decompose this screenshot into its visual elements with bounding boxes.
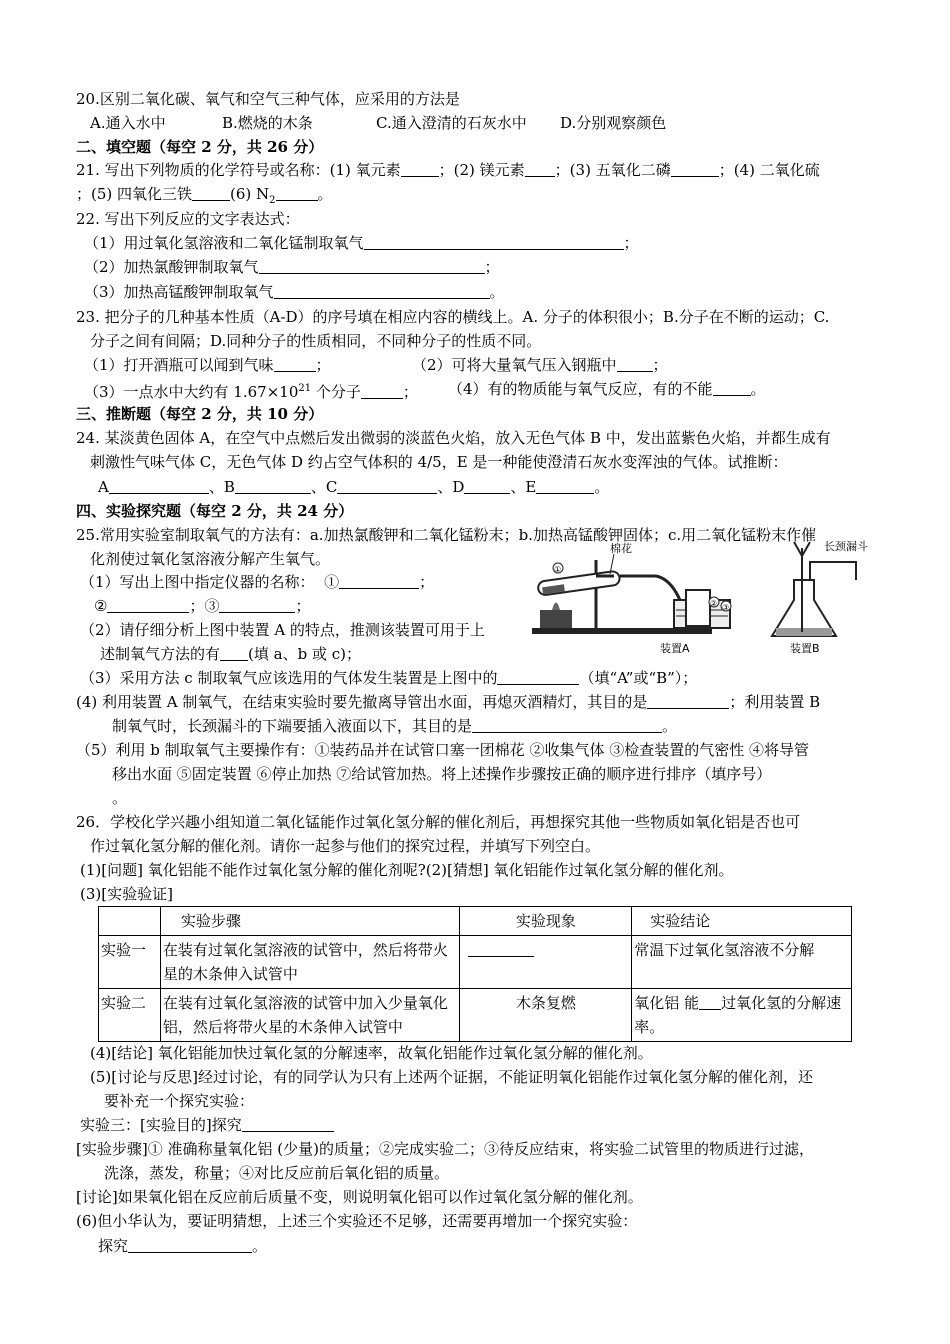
q20-stem: 20.区别二氧化碳、氧气和空气三种气体，应采用的方法是 [76, 90, 460, 108]
answer-blank[interactable] [361, 383, 403, 399]
alcohol-lamp [540, 610, 572, 628]
q26-line12: (6)但小华认为，要证明猜想，上述三个实验还不足够，还需要再增加一个探究实验： [76, 1212, 638, 1230]
answer-blank[interactable] [497, 669, 579, 685]
section-2-heading: 二、填空题（每空 2 分，共 26 分） [76, 138, 324, 156]
q21-line2: ；(5) 四氧化三铁 (6) $N_2$ 。 [76, 185, 333, 206]
q20-option-d: D.分别观察颜色 [560, 114, 667, 132]
answer-blank[interactable] [536, 478, 594, 494]
label-apparatus-a: 装置A [660, 642, 690, 655]
flame-icon [552, 603, 560, 611]
observation-cell: 木条复燃 [460, 989, 632, 1042]
answer-blank[interactable] [699, 994, 721, 1010]
answer-blank[interactable] [468, 941, 534, 957]
answer-blank[interactable] [235, 478, 311, 494]
q25-part5-line1: （5）利用 b 制取氧气主要操作有：①装药品并在试管口塞一团棉花 ②收集气体 ③检查装置的气密性 ④将导管 [76, 741, 809, 759]
gas-jar [686, 590, 710, 626]
q26-line5: (4)[结论] 氧化铝能加快过氧化氢的分解速率，故氧化铝能作过氧化氢分解的催化剂。 [90, 1044, 653, 1062]
answer-blank[interactable] [128, 1237, 252, 1253]
q20-option-b: B.燃烧的木条 [222, 114, 313, 132]
q25-part3: （3）采用方法 c 制取氧气应该选用的气体发生装置是上图中的 （填“A”或“B”）； [80, 669, 698, 687]
answer-blank[interactable] [339, 573, 419, 589]
section-4-heading: 四、实验探究题（每空 2 分，共 24 分） [76, 502, 354, 520]
answer-blank[interactable] [274, 356, 316, 372]
answer-blank[interactable] [647, 693, 729, 709]
q24-line1: 24. 某淡黄色固体 A，在空气中点燃后发出微弱的淡蓝色火焰，放入无色气体 B 中，发出蓝紫色火焰，并都生成有 [76, 429, 831, 447]
q25-part1-line1: （1）写出上图中指定仪器的名称： ① ； [80, 573, 435, 591]
q26-line9: [实验步骤]① 准确称量氧化铝 (少量)的质量；②完成实验二；③待反应结束，将实验二试管里的物质进行过滤， [76, 1140, 814, 1158]
q22-item3: （3）加热高锰酸钾制取氧气 。 [84, 283, 505, 301]
answer-blank[interactable] [220, 645, 248, 661]
q23-line2: 分子之间有间隔；D.同种分子的性质相同，不同种分子的性质不同。 [90, 332, 542, 350]
q26-line10: 洗涤，蒸发，称量；④对比反应前后氧化铝的质量。 [104, 1164, 450, 1182]
table-header-cell: 实验结论 [632, 907, 852, 936]
answer-blank[interactable] [671, 161, 719, 177]
q22-stem: 22. 写出下列反应的文字表达式： [76, 210, 300, 228]
table-header-cell: 实验步骤 [160, 907, 460, 936]
table-row [99, 936, 852, 989]
conical-flask [772, 580, 836, 636]
q22-item2: （2）加热氯酸钾制取氧气 ； [84, 258, 500, 276]
q26-line2: 作过氧化氢分解的催化剂。请你一起参与他们的探究过程，并填写下列空白。 [90, 837, 601, 855]
q25-part5-line3: 。 [112, 789, 128, 807]
row-label: 实验一 [99, 936, 161, 989]
q25-part1-line2: ② ；③ ； [94, 597, 311, 615]
q26-line6: (5)[讨论与反思]经过讨论，有的同学认为只有上述两个证据，不能证明氧化铝能作过氧化氢分解的催化剂，还 [90, 1068, 813, 1086]
q26-line8: 实验三：[实验目的]探究 [80, 1114, 334, 1136]
q26-line3: (1)[问题] 氧化铝能不能作过氧化氢分解的催化剂呢?(2)[猜想] 氧化铝能作过氧化氢分解的催化剂。 [80, 861, 734, 879]
q21-line1: 21. 写出下列物质的化学符号或名称：(1) 氧元素 ；(2) 镁元素 ；(3) 五氧化二磷 ；(4) 二氧化硫 [76, 161, 820, 179]
step-cell: 在装有过氧化氢溶液的试管中，然后将带火星的木条伸入试管中 [160, 936, 460, 989]
answer-blank[interactable] [242, 1116, 334, 1132]
table-header-cell: 实验现象 [460, 907, 632, 936]
conclusion-cell: 常温下过氧化氢溶液不分解 [632, 936, 852, 989]
label-apparatus-b: 装置B [790, 642, 820, 655]
q26-line1: 26．学校化学兴趣小组知道二氧化锰能作过氧化氢分解的催化剂后，再想探究其他一些物质如氧化铝是否也可 [76, 813, 801, 831]
answer-blank[interactable] [274, 283, 490, 299]
answer-blank[interactable] [192, 185, 230, 201]
section-3-heading: 三、推断题（每空 2 分，共 10 分） [76, 405, 324, 423]
conclusion-cell: 氧化铝 能 过氧化氢的分解速率。 [632, 989, 852, 1042]
answer-blank[interactable] [109, 478, 209, 494]
q23-item1: （1）打开酒瓶可以闻到气味 ； [84, 356, 331, 374]
answer-blank[interactable] [276, 185, 318, 201]
table-header-row [99, 907, 852, 936]
q25-line1: 25.常用实验室制取氧气的方法有：a.加热氯酸钾和二氧化锰粉末；b.加热高锰酸钾固体；c.用二氧化锰粉末作催 [76, 526, 817, 544]
q26-line7: 要补充一个探究实验： [104, 1092, 255, 1110]
step-cell: 在装有过氧化氢溶液的试管中加入少量氧化铝，然后将带火星的木条伸入试管中 [160, 989, 460, 1042]
experiment-table [98, 906, 852, 1042]
observation-cell [460, 936, 632, 989]
marker-1: ① [554, 565, 562, 574]
q25-line2: 化剂使过氧化氢溶液分解产生氧气。 [90, 550, 331, 568]
answer-blank[interactable] [713, 380, 751, 396]
answer-blank[interactable] [525, 161, 555, 177]
q23-line1: 23. 把分子的几种基本性质（A-D）的序号填在相应内容的横线上。A. 分子的体积很小；B.分子在不断的运动；C. [76, 308, 830, 326]
answer-blank[interactable] [219, 597, 295, 613]
marker-3: ③ [722, 603, 730, 612]
q26-line11: [讨论]如果氧化铝在反应前后质量不变，则说明氧化铝可以作过氧化氢分解的催化剂。 [76, 1188, 643, 1206]
answer-blank[interactable] [259, 258, 485, 274]
q20-option-c: C.通入澄清的石灰水中 [376, 114, 527, 132]
q22-item1: （1）用过氧化氢溶液和二氧化锰制取氧气 ； [84, 234, 639, 252]
q25-part4-line1: (4) 利用装置 A 制氧气，在结束实验时要先撤离导管出水面，再熄灭酒精灯，其目的是 ；利用装置 B [76, 693, 821, 711]
answer-blank[interactable] [401, 161, 439, 177]
q25-part4-line2: 制氧气时，长颈漏斗的下端要插入液面以下，其目的是 。 [112, 717, 678, 735]
q24-answers: A 、B 、C 、D 、E 。 [98, 478, 610, 496]
table-row [99, 989, 852, 1042]
q20-option-a: A.通入水中 [90, 114, 166, 132]
label-cotton: 棉花 [610, 542, 632, 555]
label-funnel: 长颈漏斗 [824, 540, 868, 553]
q25-part2-line2: 述制氧气方法的有 (填 a、b 或 c)； [100, 645, 361, 663]
answer-blank[interactable] [472, 717, 662, 733]
q25-part2-line1: （2）请仔细分析上图中装置 A 的特点，推测该装置可用于上 [80, 621, 485, 639]
q23-item4: （4）有的物质能与氧气反应，有的不能 。 [448, 380, 766, 398]
q23-item2: （2）可将大量氧气压入钢瓶中 ； [412, 356, 668, 374]
q25-part5-line2: 移出水面 ⑤固定装置 ⑥停止加热 ⑦给试管加热。将上述操作步骤按正确的顺序进行排序（填序号） [112, 765, 772, 783]
apparatus-figure [526, 540, 882, 660]
marker-2: ② [710, 599, 718, 608]
outlet-tube [810, 562, 856, 580]
answer-blank[interactable] [364, 234, 624, 250]
flask-liquid [776, 628, 832, 636]
q24-line2: 刺激性气味气体 C，无色气体 D 约占空气体积的 4/5，E 是一种能使澄清石灰水变浑浊的气体。试推断： [90, 453, 788, 471]
table-header-cell [99, 907, 161, 936]
answer-blank[interactable] [464, 478, 510, 494]
q26-line4: (3)[实验验证] [80, 885, 173, 903]
answer-blank[interactable] [337, 478, 437, 494]
q26-line13: 探究 。 [98, 1237, 268, 1255]
q23-item3: （3）一点水中大约有 $1.67\times 10^{21}$ 个分子 ； [84, 383, 418, 401]
answer-blank[interactable] [107, 597, 189, 613]
answer-blank[interactable] [617, 356, 653, 372]
row-label: 实验二 [99, 989, 161, 1042]
